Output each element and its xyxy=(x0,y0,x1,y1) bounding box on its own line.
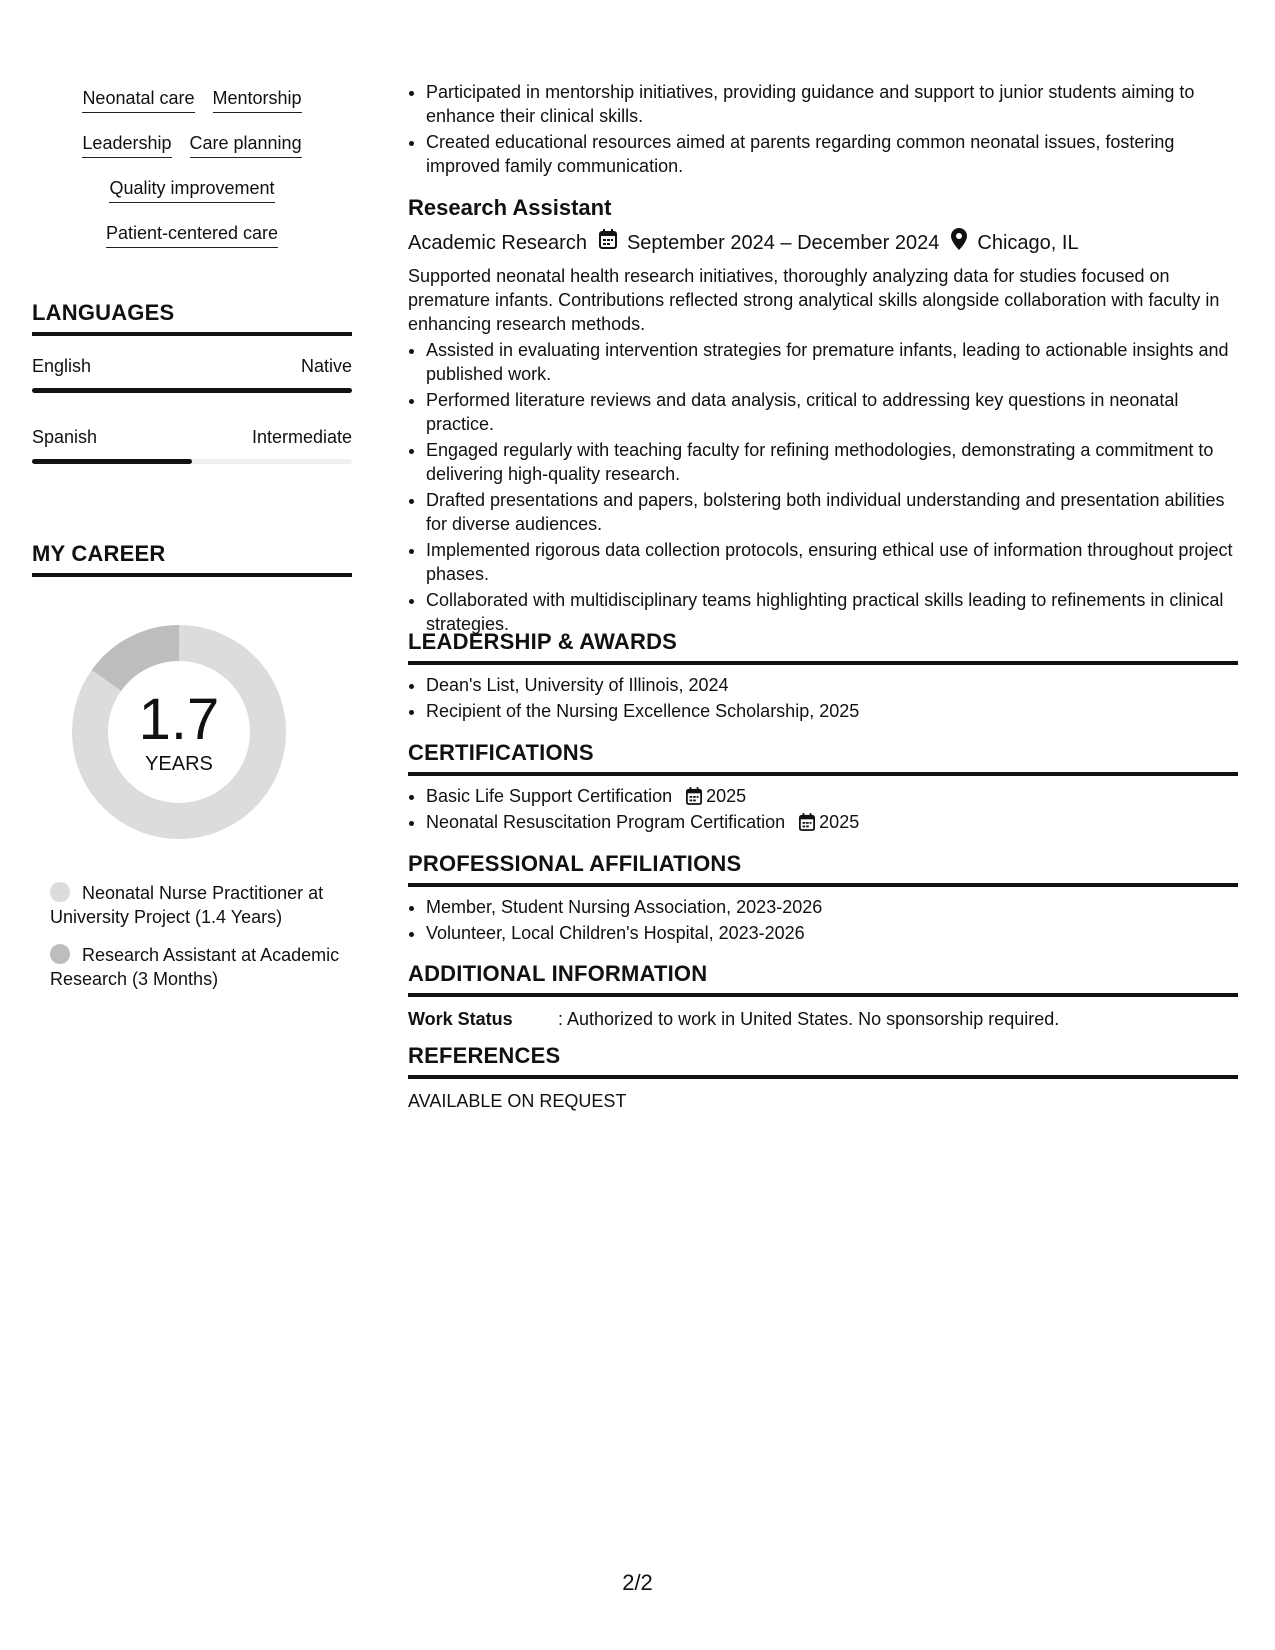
legend-item xyxy=(50,943,340,991)
donut-center xyxy=(66,619,292,845)
affiliation-item: • Volunteer, Local Children's Hospital, 2023-2026 xyxy=(426,921,1238,945)
bullet-item: • Assisted in evaluating intervention strategies for premature infants, leading to actionable insights and published work. xyxy=(426,338,1238,386)
job-description: Supported neonatal health research initiatives, thoroughly analyzing data for studies focused on premature infants. Contributions reflected strong analytical skills alongside collaboration with faculty in enhancing research methods. xyxy=(408,266,1220,334)
career-total-years: 1.7 xyxy=(138,687,220,752)
job-dates: September 2024 – December 2024 xyxy=(626,232,940,254)
skill-tag: Mentorship xyxy=(213,86,302,113)
language-proficiency-fill xyxy=(32,459,192,464)
skill-row xyxy=(32,86,352,131)
skill-row xyxy=(32,176,352,221)
awards-section xyxy=(408,629,1238,725)
calendar-icon xyxy=(799,813,815,831)
job-title: Research Assistant xyxy=(408,195,612,220)
affiliation-item: • Member, Student Nursing Association, 2023-2026 xyxy=(426,895,1238,919)
bullet-item: • Collaborated with multidisciplinary teams highlighting practical skills leading to refinements in clinical strategies. xyxy=(426,588,1238,636)
bullet-item: • Implemented rigorous data collection protocols, ensuring ethical use of information throughout project phases. xyxy=(426,538,1238,586)
language-level: Native xyxy=(300,356,352,376)
job-company: Academic Research xyxy=(408,232,587,254)
skill-tag: Care planning xyxy=(190,131,302,158)
languages-heading: LANGUAGES xyxy=(32,300,352,336)
bullet-item: • Performed literature reviews and data analysis, critical to addressing key questions in neonatal practice. xyxy=(426,388,1238,436)
award-item: • Recipient of the Nursing Excellence Scholarship, 2025 xyxy=(426,699,1238,723)
career-section xyxy=(32,541,352,989)
certification-item xyxy=(426,810,1238,834)
certification-name: • Neonatal Resuscitation Program Certification xyxy=(426,812,786,832)
awards-heading: LEADERSHIP & AWARDS xyxy=(408,629,1238,665)
language-proficiency-fill xyxy=(32,388,352,393)
work-status-label: Work Status xyxy=(408,1009,513,1029)
skill-row xyxy=(32,221,352,266)
language-proficiency-bar xyxy=(32,388,352,393)
additional-info-heading: ADDITIONAL INFORMATION xyxy=(408,961,1238,997)
affiliations-heading: PROFESSIONAL AFFILIATIONS xyxy=(408,851,1238,887)
certification-year: 2025 xyxy=(819,812,860,832)
calendar-icon xyxy=(686,787,702,805)
language-item xyxy=(32,425,352,464)
skill-tag: Patient-centered care xyxy=(106,221,278,248)
certification-item xyxy=(426,784,1238,808)
calendar-icon xyxy=(599,229,617,257)
bullet-item: • Created educational resources aimed at parents regarding common neonatal issues, fostering improved family communication. xyxy=(426,130,1238,178)
legend-dot xyxy=(50,944,70,964)
skill-tag: Neonatal care xyxy=(82,86,194,113)
language-name: Spanish xyxy=(32,427,98,447)
career-donut-chart xyxy=(66,619,292,845)
skill-row xyxy=(32,131,352,176)
references-text: AVAILABLE ON REQUEST xyxy=(408,1091,627,1111)
references-heading: REFERENCES xyxy=(408,1043,1238,1079)
award-item: • Dean's List, University of Illinois, 2024 xyxy=(426,673,1238,697)
previous-job-bullets xyxy=(408,80,1238,180)
language-item xyxy=(32,354,352,393)
affiliations-section xyxy=(408,851,1238,947)
legend-item xyxy=(50,881,340,929)
career-heading: MY CAREER xyxy=(32,541,352,577)
legend-label: Research Assistant at Academic Research (3 Months) xyxy=(50,945,340,989)
languages-section xyxy=(32,300,352,464)
legend-label: Neonatal Nurse Practitioner at University Project (1.4 Years) xyxy=(50,883,324,927)
skills-tags xyxy=(32,86,352,266)
certifications-heading: CERTIFICATIONS xyxy=(408,740,1238,776)
language-proficiency-bar xyxy=(32,459,352,464)
skill-tag: Leadership xyxy=(82,131,171,158)
work-status-value: : Authorized to work in United States. No sponsorship required. xyxy=(558,1009,1060,1029)
job-meta xyxy=(408,228,1238,258)
job-location: Chicago, IL xyxy=(977,232,1079,254)
career-legend xyxy=(50,881,340,1005)
certifications-section xyxy=(408,740,1238,836)
bullet-item: • Engaged regularly with teaching faculty for refining methodologies, demonstrating a commitment to delivering high-quality research. xyxy=(426,438,1238,486)
additional-info-section xyxy=(408,961,1238,1031)
job-entry xyxy=(408,194,1238,638)
career-unit: YEARS xyxy=(145,753,213,775)
references-section xyxy=(408,1043,1238,1113)
legend-dot xyxy=(50,882,70,902)
skill-tag: Quality improvement xyxy=(109,176,274,203)
language-name: English xyxy=(32,356,92,376)
certification-year: 2025 xyxy=(706,786,747,806)
certification-name: • Basic Life Support Certification xyxy=(426,786,673,806)
location-pin-icon xyxy=(951,228,967,258)
bullet-item: • Drafted presentations and papers, bolstering both individual understanding and presentation abilities for diverse audiences. xyxy=(426,488,1238,536)
bullet-item: • Participated in mentorship initiatives, providing guidance and support to junior students aiming to enhance their clinical skills. xyxy=(426,80,1238,128)
language-level: Intermediate xyxy=(251,427,352,447)
page-number: 2/2 xyxy=(622,1570,653,1595)
work-status-row xyxy=(408,1007,1238,1031)
